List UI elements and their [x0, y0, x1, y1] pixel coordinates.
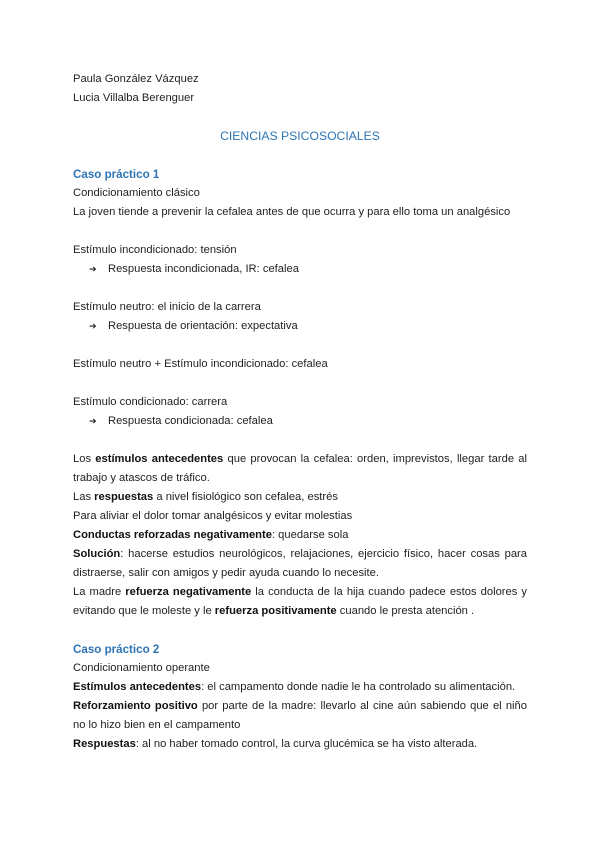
case-2-heading: Caso práctico 2 [73, 643, 160, 656]
bullet-text: Respuesta de orientación: expectativa [108, 320, 298, 332]
paragraph-positive-reinforcement: Reforzamiento positivo por parte de la madre: llevarlo al cine aún sabiendo que el niño no lo hizo bien en el campamento [73, 700, 527, 731]
paragraph-solution: Solución: hacerse estudios neurológicos, relajaciones, ejercicio físico, hacer cosas para distraerse, salir con amigos y pedir ayuda cuando lo necesite. [73, 548, 527, 579]
case-1-type: Condicionamiento clásico [73, 187, 200, 199]
arrow-right-icon: ➔ [89, 416, 97, 426]
case-1-intro: La joven tiende a prevenir la cefalea antes de que ocurra y para ello toma un analgésico [73, 206, 511, 218]
paragraph-responses-2: Respuestas: al no haber tomado control, la curva glucémica se ha visto alterada. [73, 738, 478, 750]
paragraph-mother: La madre refuerza negativamente la conducta de la hija cuando padece estos dolores y evitando que le moleste y le refuerza positivamente cuando le presta atención . [73, 586, 527, 617]
case-2-type: Condicionamiento operante [73, 662, 210, 674]
paragraph-antecedents-2: Estímulos antecedentes: el campamento donde nadie le ha controlado su alimentación. [73, 681, 516, 693]
document-page [73, 70, 527, 754]
case-1-heading: Caso práctico 1 [73, 168, 160, 181]
bullet-item [73, 412, 527, 431]
author-name: Paula González Vázquez [73, 73, 199, 85]
bullet-text: Respuesta condicionada: cefalea [108, 415, 273, 427]
author-name: Lucia Villalba Berenguer [73, 92, 195, 104]
stimulus-line: Estímulo condicionado: carrera [73, 396, 228, 408]
arrow-right-icon: ➔ [89, 321, 97, 331]
paragraph-antecedents: Los estímulos antecedentes que provocan la cefalea: orden, imprevistos, llegar tarde al trabajo y atascos de tráfico. [73, 453, 527, 484]
stimulus-line: Estímulo incondicionado: tensión [73, 244, 237, 256]
paragraph-responses: Las respuestas a nivel fisiológico son cefalea, estrés [73, 491, 338, 503]
stimulus-line: Estímulo neutro: el inicio de la carrera [73, 301, 261, 313]
bullet-item [73, 317, 527, 336]
bullet-text: Respuesta incondicionada, IR: cefalea [108, 263, 299, 275]
bullet-item [73, 260, 527, 279]
paragraph-relief: Para aliviar el dolor tomar analgésicos y evitar molestias [73, 510, 353, 522]
stimulus-line: Estímulo neutro + Estímulo incondicionado: cefalea [73, 358, 328, 370]
paragraph-negative-reinforced: Conductas reforzadas negativamente: quedarse sola [73, 529, 349, 541]
document-title: CIENCIAS PSICOSOCIALES [220, 129, 380, 143]
arrow-right-icon: ➔ [89, 264, 97, 274]
